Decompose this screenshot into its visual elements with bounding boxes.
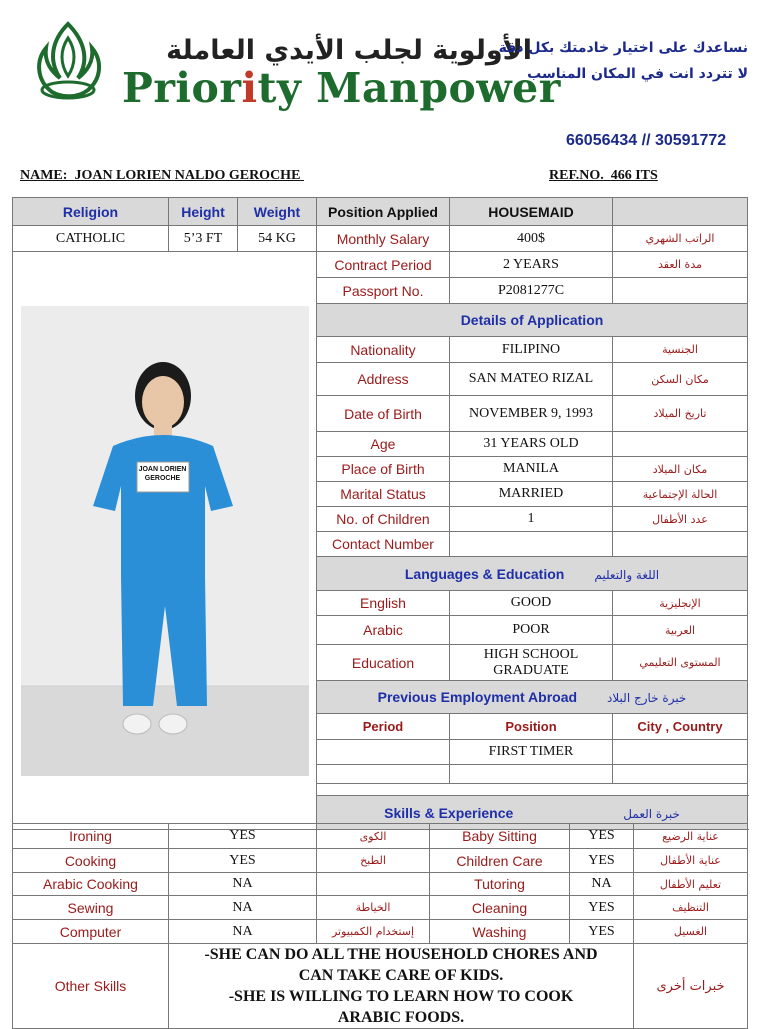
passport-label: Passport No. [317,278,450,304]
skill-computer-value: NA [169,920,317,944]
height-header: Height [169,198,238,226]
nationality-arabic: الجنسية [613,337,748,363]
marital-status-arabic: الحالة الإجتماعية [613,482,748,507]
contact-number-value [450,532,613,557]
weight-header: Weight [238,198,317,226]
skill-ironing-value: YES [169,824,317,849]
place-of-birth-label: Place of Birth [317,457,450,482]
skill-washing-value: YES [570,920,634,944]
skill-cleaning-arabic: التنظيف [634,896,748,920]
other-skills-value: -SHE CAN DO ALL THE HOUSEHOLD CHORES AND CAN TAKE CARE OF KIDS. -SHE IS WILLING TO LEARN HOW TO COOK ARABIC FOODS. [169,944,634,1029]
skill-cooking-value: YES [169,849,317,873]
reference-number: REF.NO. 466 ITS [549,168,658,183]
languages-education-header: Languages & Education اللغة والتعليم [317,557,748,591]
children-value: 1 [450,507,613,532]
arabic-value: POOR [450,616,613,645]
applicant-photo-cell [13,252,317,830]
children-label: No. of Children [317,507,450,532]
address-label: Address [317,363,450,396]
skill-sewing-label: Sewing [13,896,169,920]
place-of-birth-arabic: مكان الميلاد [613,457,748,482]
children-arabic: عدد الأطفال [613,507,748,532]
company-logo [22,20,114,102]
position-applied-value: HOUSEMAID [450,198,613,226]
skill-cleaning-label: Cleaning [430,896,570,920]
phone-numbers: 66056434 // 30591772 [566,132,727,149]
employment-spacer [317,784,748,796]
date-of-birth-arabic: تاريخ الميلاد [613,396,748,432]
skill-sewing-arabic: الخياطة [317,896,430,920]
tagline-line-2: لا تتردد انت في المكان المناسب [527,66,748,82]
contact-number-arabic [613,532,748,557]
skill-ironing-arabic: الكوى [317,824,430,849]
other-skills-arabic: خبرات أخرى [634,944,748,1029]
employment-period-2 [317,765,450,784]
employment-country-header: City , Country [613,714,748,740]
nationality-label: Nationality [317,337,450,363]
skill-tutoring-arabic: تعليم الأطفال [634,873,748,896]
employment-position-1: FIRST TIMER [450,740,613,765]
arabic-arabic: العربية [613,616,748,645]
english-arabic: الإنجليزية [613,591,748,616]
height-value: 5’3 FT [169,226,238,252]
skill-arabic-cooking-value: NA [169,873,317,896]
contract-period-value: 2 YEARS [450,252,613,278]
address-value: SAN MATEO RIZAL [450,363,613,396]
previous-employment-header: Previous Employment Abroad خبرة خارج البلاد [317,681,748,714]
monthly-salary-arabic: الراتب الشهري [613,226,748,252]
marital-status-value: MARRIED [450,482,613,507]
address-arabic: مكان السكن [613,363,748,396]
skill-baby-sitting-label: Baby Sitting [430,824,570,849]
employment-position-header: Position [450,714,613,740]
employment-country-2 [613,765,748,784]
skill-arabic-cooking-arabic [317,873,430,896]
place-of-birth-value: MANILA [450,457,613,482]
marital-status-label: Marital Status [317,482,450,507]
english-label: English [317,591,450,616]
skill-children-care-label: Children Care [430,849,570,873]
details-of-application-header: Details of Application [317,304,748,337]
application-form-table [12,197,748,830]
education-label: Education [317,645,450,681]
photo-name-card: JOAN LORIEN GEROCHE [138,465,187,482]
date-of-birth-label: Date of Birth [317,396,450,432]
skill-tutoring-label: Tutoring [430,873,570,896]
tagline-line-1: نساعدك على اختيار خادمتك بكل دقة [498,40,748,56]
skill-cooking-label: Cooking [13,849,169,873]
skill-cooking-arabic: الطبخ [317,849,430,873]
education-value: HIGH SCHOOL GRADUATE [450,645,613,681]
skill-tutoring-value: NA [570,873,634,896]
skills-table [12,823,748,1029]
english-value: GOOD [450,591,613,616]
employment-period-header: Period [317,714,450,740]
employment-position-2 [450,765,613,784]
logo-english-text: Priority Manpower [122,64,561,112]
skill-sewing-value: NA [169,896,317,920]
date-of-birth-value: NOVEMBER 9, 1993 [450,396,613,432]
skill-children-care-arabic: عناية الأطفال [634,849,748,873]
age-value: 31 YEARS OLD [450,432,613,457]
age-label: Age [317,432,450,457]
applicant-photo [21,306,309,776]
skill-cleaning-value: YES [570,896,634,920]
monthly-salary-label: Monthly Salary [317,226,450,252]
position-applied-label: Position Applied [317,198,450,226]
skill-ironing-label: Ironing [13,824,169,849]
monthly-salary-value: 400$ [450,226,613,252]
skill-arabic-cooking-label: Arabic Cooking [13,873,169,896]
employment-period-1 [317,740,450,765]
skill-washing-arabic: الغسيل [634,920,748,944]
skill-baby-sitting-arabic: عناية الرضيع [634,824,748,849]
contract-period-label: Contract Period [317,252,450,278]
weight-value: 54 KG [238,226,317,252]
skill-washing-label: Washing [430,920,570,944]
education-arabic: المستوى التعليمي [613,645,748,681]
applicant-name: NAME: JOAN LORIEN NALDO GEROCHE [20,168,301,183]
arabic-label: Arabic [317,616,450,645]
passport-arabic [613,278,748,304]
position-applied-extra [613,198,748,226]
skill-children-care-value: YES [570,849,634,873]
age-arabic [613,432,748,457]
other-skills-label: Other Skills [13,944,169,1029]
passport-value: P2081277C [450,278,613,304]
religion-value: CATHOLIC [13,226,169,252]
employment-country-1 [613,740,748,765]
nationality-value: FILIPINO [450,337,613,363]
contact-number-label: Contact Number [317,532,450,557]
skill-computer-label: Computer [13,920,169,944]
contract-period-arabic: مدة العقد [613,252,748,278]
skills-experience-header: Skills & Experience خبرة العمل [317,796,748,830]
skill-computer-arabic: إستخدام الكمبيوتر [317,920,430,944]
religion-header: Religion [13,198,169,226]
logo-arabic-text: الأولوية لجلب الأيدي العاملة [166,35,532,66]
skill-baby-sitting-value: YES [570,824,634,849]
